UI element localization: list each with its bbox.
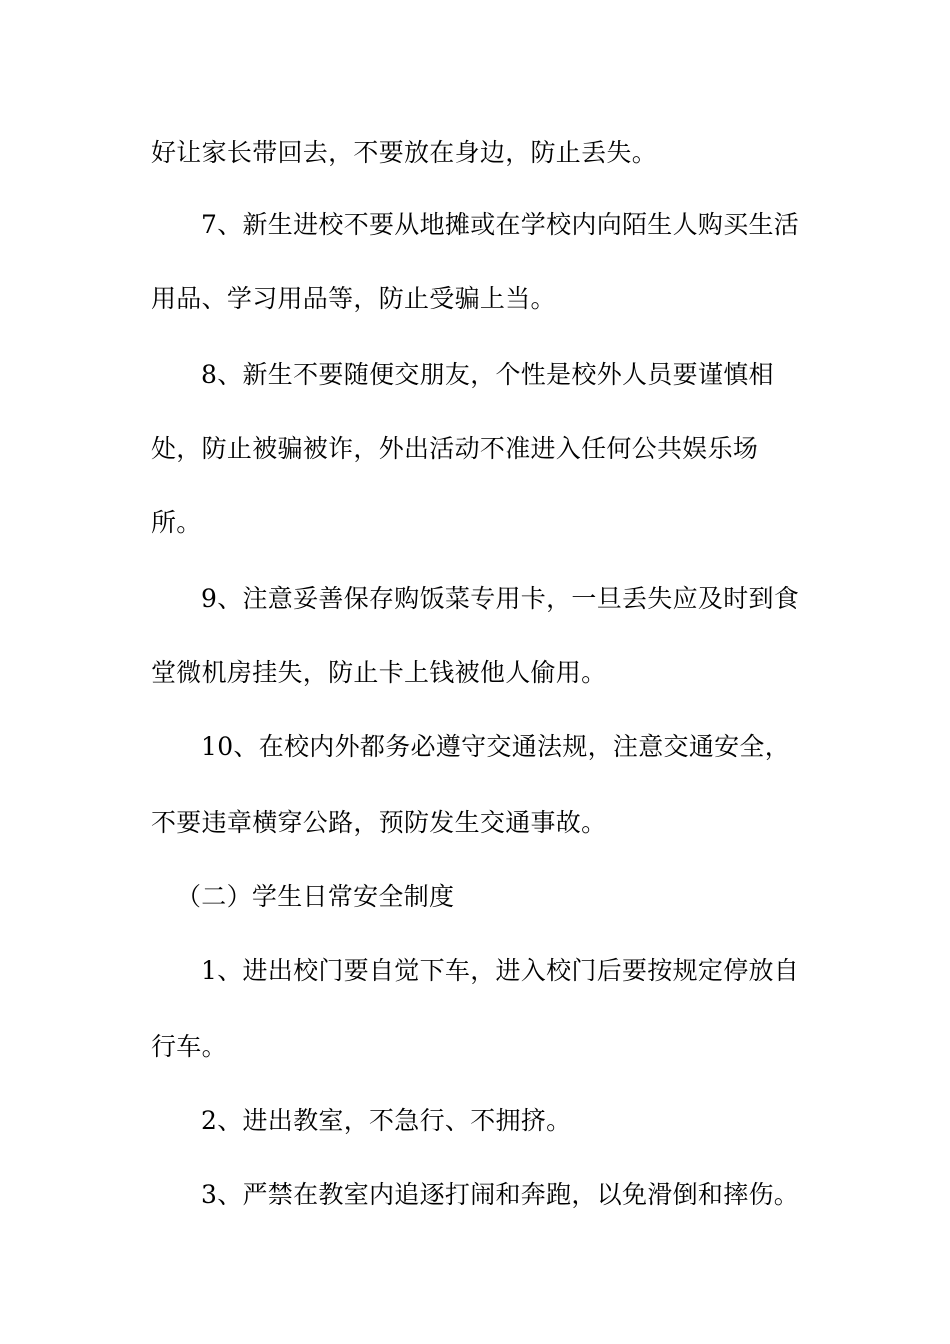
- list-item-9: 9、注意妥善保存购饭菜专用卡，一旦丢失应及时到食: [201, 584, 800, 613]
- text-line: 用品、学习用品等，防止受骗上当。: [151, 284, 556, 313]
- text-line: 行车。: [151, 1032, 227, 1061]
- text-line: 处，防止被骗被诈，外出活动不准进入任何公共娱乐场: [151, 434, 759, 463]
- list-item-3: 3、严禁在教室内追逐打闹和奔跑，以免滑倒和摔伤。: [201, 1180, 800, 1209]
- section-heading: （二）学生日常安全制度: [176, 882, 455, 911]
- list-item-7: 7、新生进校不要从地摊或在学校内向陌生人购买生活: [201, 210, 800, 239]
- text-line: 所。: [151, 508, 202, 537]
- list-item-10: 10、在校内外都务必遵守交通法规，注意交通安全，: [201, 732, 791, 761]
- text-line: 堂微机房挂失，防止卡上钱被他人偷用。: [151, 658, 607, 687]
- text-line: 好让家长带回去，不要放在身边，防止丢失。: [151, 138, 658, 167]
- list-item-8: 8、新生不要随便交朋友，个性是校外人员要谨慎相: [201, 360, 774, 389]
- list-item-2: 2、进出教室，不急行、不拥挤。: [201, 1106, 572, 1135]
- text-line: 不要违章横穿公路，预防发生交通事故。: [151, 808, 607, 837]
- list-item-1: 1、进出校门要自觉下车，进入校门后要按规定停放自: [201, 956, 800, 985]
